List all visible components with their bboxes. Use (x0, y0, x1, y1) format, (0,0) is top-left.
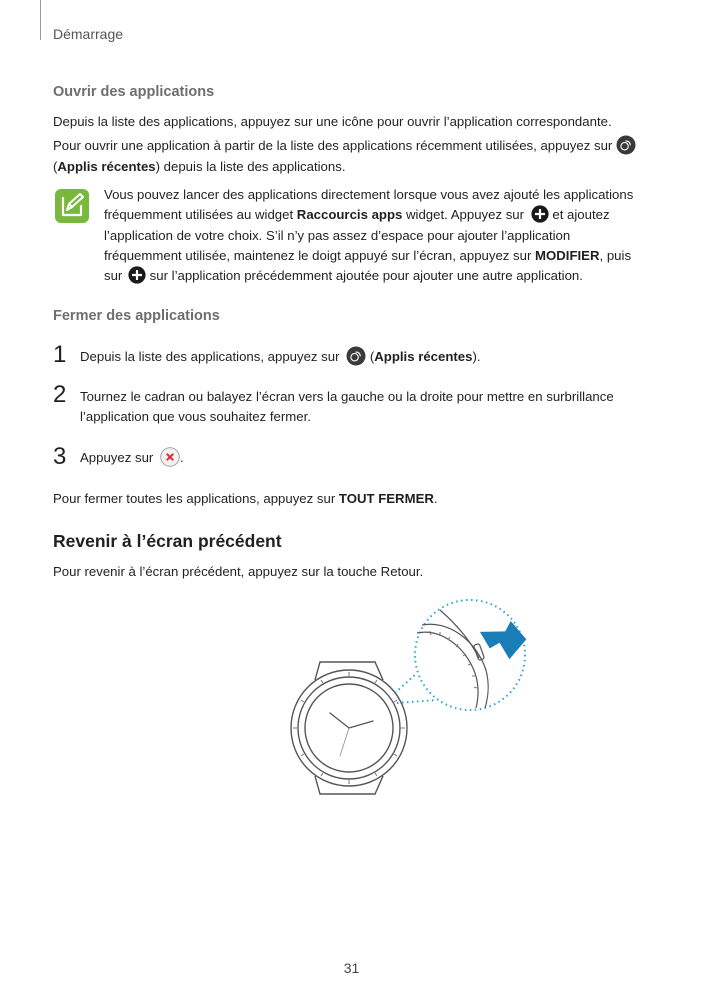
note-icon (54, 188, 90, 224)
back-heading: Revenir à l’écran précédent (53, 531, 282, 551)
recent-apps-icon (616, 135, 636, 155)
step-number-3: 3 (53, 443, 67, 470)
close-icon (160, 447, 180, 467)
open-apps-text-3 (53, 156, 346, 177)
section-header: Démarrage (53, 26, 124, 42)
step-number-2: 2 (53, 381, 67, 408)
close-all-c: . (433, 491, 438, 506)
recent-apps-label: Applis récentes (374, 349, 473, 364)
step-1-b: ( (366, 349, 375, 364)
step-2-line-1: Tournez le cadran ou balayez l’écran vers la gauche ou la droite pour mettre en surbrillance (80, 389, 614, 404)
back-text: Pour revenir à l’écran précédent, appuyez sur la touche Retour. (53, 564, 424, 579)
close-apps-heading: Fermer des applications (53, 308, 220, 324)
open-apps-text-3-rest: ) depuis la liste des applications. (155, 159, 346, 174)
recent-apps-icon (346, 346, 366, 366)
close-all-label: TOUT FERMER (338, 491, 434, 506)
step-3-c: . (179, 450, 184, 465)
note-line-2c: widget. Appuyez sur (402, 207, 525, 222)
note-line-1: Vous pouvez lancer des applications directement lorsque vous avez ajouté les applications (104, 187, 634, 202)
note-line-4c: , puis (599, 248, 632, 263)
zoom-connector (397, 700, 436, 703)
shortcuts-widget-label: Raccourcis apps (296, 207, 403, 222)
page-number: 31 (343, 960, 360, 976)
note-line-3: l’application de votre choix. S’il n’y pas assez d’espace pour ajouter l’application (104, 228, 571, 243)
step-1-c: ). (472, 349, 481, 364)
note-line-2 (104, 204, 610, 225)
open-apps-text-2 (53, 135, 636, 157)
note-line-4 (104, 245, 631, 266)
modify-label: MODIFIER (535, 248, 600, 263)
paren-open: ( (53, 159, 58, 174)
open-apps-heading: Ouvrir des applications (53, 84, 215, 100)
note-line-2a: fréquemment utilisées au widget (104, 207, 297, 222)
note-line-5b: sur l’application précédemment ajoutée pour ajouter une autre application. (146, 268, 583, 283)
step-2-line-2: l’application que vous souhaitez fermer. (80, 409, 311, 424)
note-line-2d: et ajoutez (548, 207, 610, 222)
add-icon (531, 205, 549, 223)
add-icon (128, 266, 146, 284)
step-1-text (80, 346, 481, 368)
step-number-1: 1 (53, 341, 67, 368)
recent-apps-label: Applis récentes (57, 159, 156, 174)
zoom-connector (395, 673, 417, 693)
close-all-a: Pour fermer toutes les applications, appuyez sur (53, 491, 339, 506)
close-all-text (53, 488, 438, 509)
note-line-5 (104, 265, 583, 286)
step-1-a: Depuis la liste des applications, appuyez sur (80, 349, 340, 364)
header-rule (40, 0, 41, 40)
step-3-text (80, 447, 184, 469)
step-3-a: Appuyez sur (80, 450, 154, 465)
open-apps-text-2a: Pour ouvrir une application à partir de la liste des applications récemment utilisées, appuyez sur (53, 138, 613, 153)
note-line-4a: fréquemment utilisée, maintenez le doigt appuyé sur l’écran, appuyez sur (104, 248, 536, 263)
watch-illustration (280, 598, 530, 810)
note-line-5a: sur (104, 268, 123, 283)
open-apps-text-1: Depuis la liste des applications, appuyez sur une icône pour ouvrir l’application correspondante. (53, 114, 612, 129)
